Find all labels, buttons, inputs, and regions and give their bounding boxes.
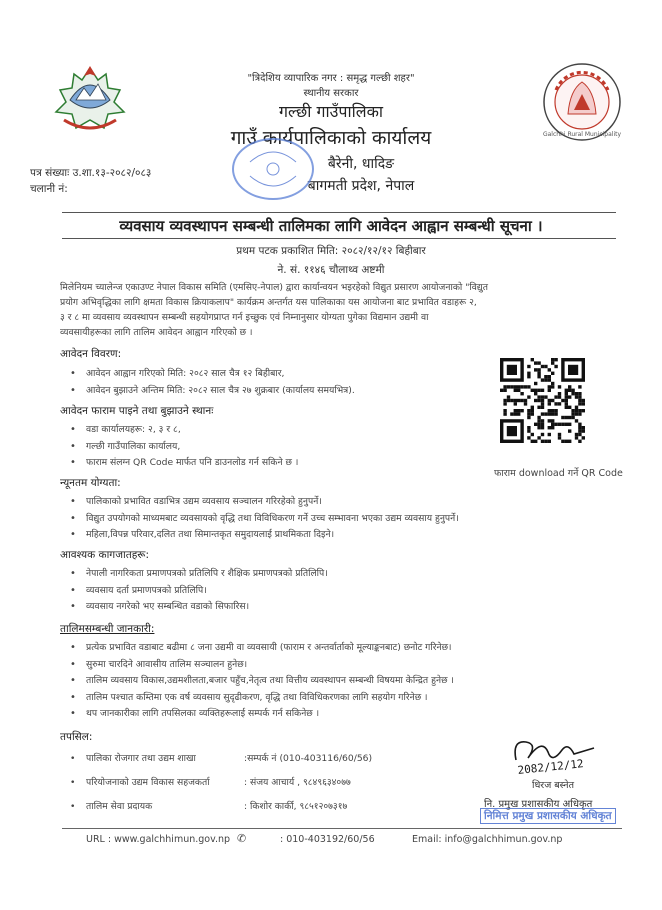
letter-number: पत्र संख्याः उ.शा.१३-२०८२/०८३ <box>30 167 152 179</box>
contact-row: • परियोजनाको उद्यम विकास सहजकर्ता : संजय आचार्य , ९८४९६३४०७७ <box>60 771 380 795</box>
footer-rule <box>62 828 622 829</box>
application-list <box>60 366 355 399</box>
intro-line: मिलेनियम च्यालेन्ज एकाउण्ट नेपाल विकास समिति (एमसिए-नेपाल) द्वारा कार्यान्वयन भइरहेको विद्युत प्रसारण आयोजनाको "विद्युत <box>60 282 488 293</box>
list-item: • व्यवसाय नगरेको भए सम्बन्धित वडाको सिफारिस। <box>70 601 250 612</box>
documents-list <box>60 566 328 616</box>
qr-code[interactable] <box>498 348 586 454</box>
form-location-list <box>60 422 298 472</box>
province-name: बागमती प्रदेश, नेपाल <box>307 178 415 194</box>
footer-phone: : 010-403192/60/56 <box>280 834 375 845</box>
municipality-name: गल्छी गाउँपालिका <box>278 102 384 121</box>
list-item: • आवेदन आह्वान गरिएको मिति: २०८२ साल चैत्र १२ बिहीबार, <box>70 368 285 379</box>
signatory-title: नि. प्रमुख प्रशासकीय अधिकृत <box>484 799 593 810</box>
documents-heading: आवश्यक कागजातहरू: <box>60 549 149 561</box>
svg-text:2082/12/12: 2082/12/12 <box>516 757 585 777</box>
contacts-table <box>60 747 380 819</box>
qualification-heading: न्यूनतम योग्यता: <box>60 477 121 489</box>
list-item: • फाराम संलग्न QR Code मार्फत पनि डाउनलोड गर्न सकिने छ । <box>70 457 299 468</box>
list-item: • विद्युत उपयोगको माध्यमबाट व्यवसायको वृद्धि तथा विविधिकरण गर्ने उच्च सम्भावना भएका उद्यम व्यवसाय हुनुपर्ने। <box>70 512 459 524</box>
contact-label: तालिम सेवा प्रदायक <box>86 801 153 812</box>
list-item: • थप जानकारीका लागि तपसिलका व्यक्तिहरूलाई सम्पर्क गर्न सकिनेछ । <box>70 708 320 719</box>
list-item: • वडा कार्यालयहरू: २, ३ र ८, <box>70 424 181 435</box>
phone-icon: ✆ <box>237 832 247 845</box>
contact-row: • पालिका रोजगार तथा उद्यम शाखा :सम्पर्क नं (010-403116/60/56) <box>60 747 380 771</box>
list-item: • आवेदन बुझाउने अन्तिम मिति: २०८२ साल चैत्र २७ शुक्रबार (कार्यालय समयभित्र). <box>70 384 355 396</box>
office-location: बैरेनी, धादिङ <box>327 156 395 172</box>
intro-line: व्यवसायीहरूका लागि तालिम आवेदन आह्वान गरिएको छ । <box>60 327 253 338</box>
list-item: • सुरुमा चारदिने आवासीय तालिम सञ्चालन हुनेछ। <box>70 658 248 670</box>
form-location-heading: आवेदन फाराम पाइने तथा बुझाउने स्थानः <box>60 405 214 417</box>
handwritten-signature <box>508 734 604 778</box>
list-item: • महिला,विपन्न परिवार,दलित तथा सिमान्तकृत समुदायलाई प्राथमिकता दिइने। <box>70 529 335 540</box>
list-item: • नेपाली नागरिकता प्रमाणपत्रको प्रतिलिपि र शैक्षिक प्रमाणपत्रको प्रतिलिपि। <box>70 568 328 579</box>
title-top-rule <box>62 212 616 213</box>
svg-text:Galchhi Rural Municipality: Galchhi Rural Municipality <box>542 131 622 138</box>
office-name: गाउँ कार्यपालिकाको कार्यालय <box>230 127 432 149</box>
title-bottom-rule <box>62 238 616 239</box>
slogan: "त्रिदेशिय व्यापारिक नगर : समृद्ध गल्छी शहर" <box>247 73 415 84</box>
intro-paragraph <box>60 280 612 340</box>
dispatch-number: चलानी नं: <box>30 183 68 195</box>
published-date: प्रथम पटक प्रकाशित मिति: २०८२/१२/१२ बिहीबार <box>236 245 426 257</box>
intro-line: ३ र ८ मा व्यवसाय व्यवस्थापन सम्बन्धी सहयोगप्राप्त गर्न इच्छुक एवं निम्नानुसार योग्यता पुगेका विद्यमान उद्यमी वा <box>60 312 429 323</box>
office-stamp <box>232 138 314 200</box>
qualification-list <box>60 494 459 544</box>
contacts-heading: तपसिल: <box>60 731 93 743</box>
footer-url[interactable]: URL : www.galchhimun.gov.np <box>86 834 231 845</box>
application-heading: आवेदन विवरण: <box>60 348 122 360</box>
training-list <box>60 640 454 723</box>
qr-caption: फाराम download गर्ने QR Code <box>494 468 623 479</box>
list-item: • व्यवसाय दर्ता प्रमाणपत्रको प्रतिलिपि। <box>70 584 207 596</box>
signatory-stamp: निमित्त प्रमुख प्रशासकीय अधिकृत <box>480 808 616 824</box>
signatory-name: धिरज बस्नेत <box>532 780 574 791</box>
list-item: • तालिम व्यवसाय विकास,उद्यमशीलता,बजार पहुँच,नेतृत्व तथा वित्तीय व्यवस्थापन सम्बन्धी विषयमा केन्द्रित हुनेछ । <box>70 675 454 686</box>
nepal-samvat-date: ने. सं. ११४६ चौलाथ्व अष्टमी <box>277 264 385 276</box>
government-type: स्थानीय सरकार <box>303 88 359 99</box>
list-item: • गल्छी गाउँपालिका कार्यालय, <box>70 440 181 452</box>
list-item: • पालिकाको प्रभावित वडाभित्र उद्यम व्यवसाय सञ्चालन गरिरहेको हुनुपर्ने। <box>70 496 322 507</box>
notice-title: व्यवसाय व्यवस्थापन सम्बन्धी तालिमका लागि आवेदन आह्वान सम्बन्धी सूचना । <box>119 217 543 235</box>
contact-value: :सम्पर्क नं (010-403116/60/56) <box>244 753 373 764</box>
contact-row: • तालिम सेवा प्रदायक : किशोर कार्की, ९८५१२०७३१७ <box>60 795 380 819</box>
footer-email[interactable]: Email: info@galchhimun.gov.np <box>412 834 563 845</box>
contact-label: परियोजनाको उद्यम विकास सहजकर्ता <box>86 777 210 788</box>
contact-value: : संजय आचार्य , ९८४९६३४०७७ <box>244 777 351 788</box>
training-heading: तालिमसम्बन्धी जानकारी: <box>60 623 155 635</box>
list-item: • प्रत्येक प्रभावित वडाबाट बढीमा ८ जना उद्यमी वा व्यवसायी (फाराम र अन्तर्वार्ताको मूल्याङ्कनबाट) छनोट गरिनेछ। <box>70 642 452 653</box>
list-item: • तालिम पश्चात कम्तिमा एक वर्ष व्यवसाय सुदृढीकरण, वृद्धि तथा विविधिकरणका लागि सहयोग गरिनेछ । <box>70 691 428 703</box>
contact-label: पालिका रोजगार तथा उद्यम शाखा <box>86 753 196 764</box>
contact-value: : किशोर कार्की, ९८५१२०७३१७ <box>244 801 348 812</box>
intro-line: प्रयोग अभिवृद्धिका लागि क्षमता विकास क्रियाकलाप" कार्यक्रम अन्तर्गत यस पालिकाका यस आयोजना बाट प्रभावित वडाहरू २, <box>60 297 477 308</box>
